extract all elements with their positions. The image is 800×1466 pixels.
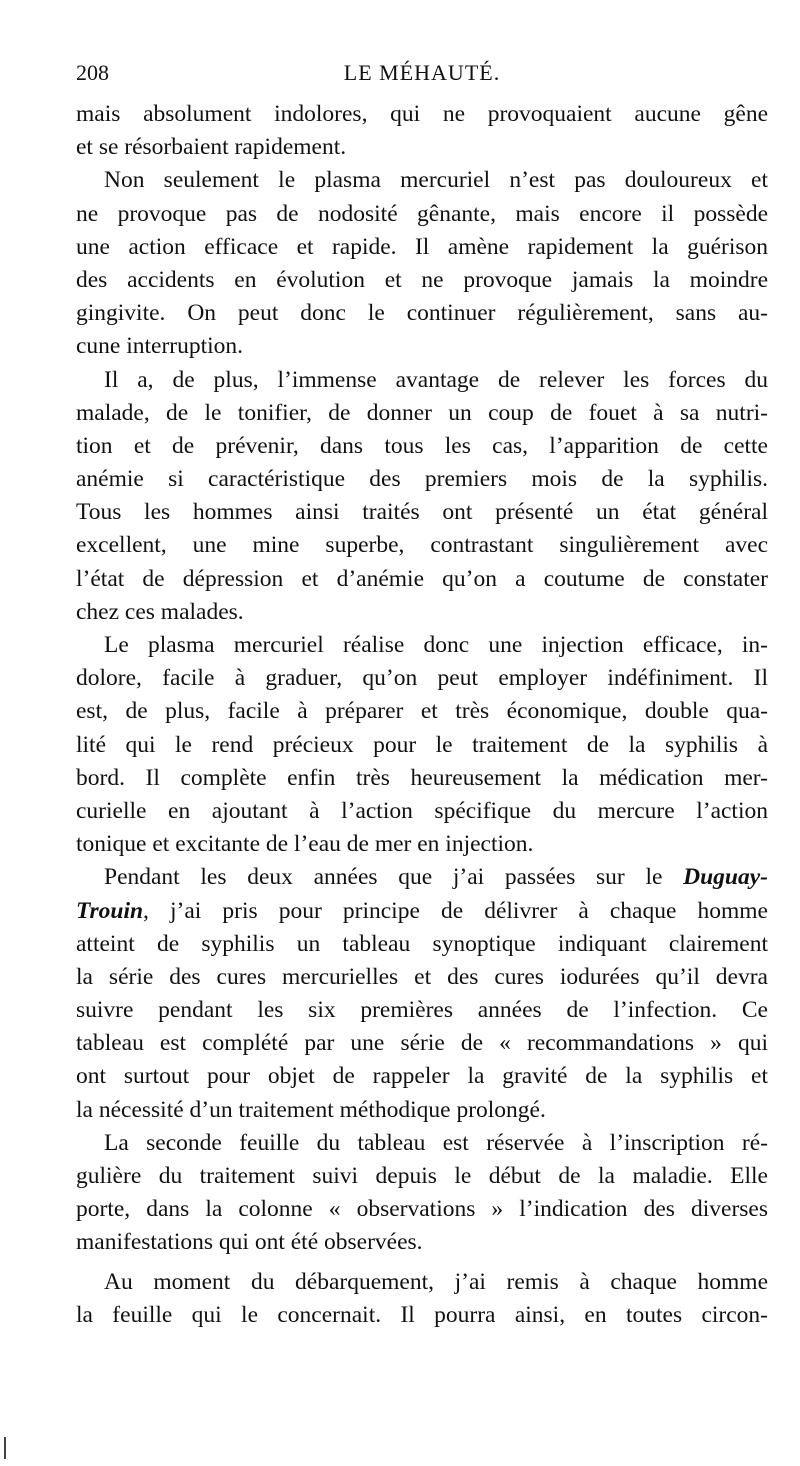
text-line: Au moment du débarquement, j’ai remis à chaque homme bbox=[104, 1268, 768, 1295]
text-line: Tous les hommes ainsi traités ont présenté un état général bbox=[76, 499, 768, 526]
text-line: ont surtout pour objet de rappeler la gravité de la syphilis et bbox=[76, 1063, 768, 1090]
text-line: malade, de le tonifier, de donner un coup de fouet à sa nutri- bbox=[76, 399, 768, 426]
text-line: atteint de syphilis un tableau synoptique indiquant clairement bbox=[76, 930, 768, 957]
text-line bbox=[76, 861, 768, 894]
text-line: et se résorbaient rapidement. bbox=[76, 134, 347, 161]
text-line: cune interruption. bbox=[76, 333, 244, 360]
text-line: la nécessité d’un traitement méthodique prolongé. bbox=[76, 1096, 546, 1123]
page-header bbox=[76, 58, 768, 88]
text-line: excellent, une mine superbe, contrastant singulièrement avec bbox=[76, 532, 768, 559]
running-head: LE MÉHAUTÉ. bbox=[343, 60, 501, 85]
text-line: Le plasma mercuriel réalise donc une injection efficace, in- bbox=[104, 632, 768, 658]
text-line: porte, dans la colonne « observations » l’indication des diverses bbox=[76, 1196, 768, 1223]
text-line: ne provoque pas de nodosité gênante, mais encore il possède bbox=[76, 200, 768, 227]
text-line: La seconde feuille du tableau est réservée à l’inscription ré- bbox=[104, 1129, 768, 1156]
text-line: lité qui le rend précieux pour le traitement de la syphilis à bbox=[76, 731, 768, 758]
text-line: suivre pendant les six premières années de l’infection. Ce bbox=[76, 997, 768, 1024]
page-edge-mark bbox=[4, 1437, 6, 1459]
ship-name-italic: Trouin bbox=[76, 897, 144, 924]
ship-name-italic: Duguay- bbox=[683, 864, 768, 891]
page-number: 208 bbox=[76, 60, 109, 85]
text-line: chez ces malades. bbox=[76, 598, 244, 625]
body-text bbox=[76, 98, 768, 1332]
text-line: anémie si caractéristique des premiers mois de la syphilis. bbox=[76, 466, 768, 493]
text-line: la feuille qui le concernait. Il pourra ainsi, en toutes circon- bbox=[76, 1301, 768, 1328]
text-line: mais absolument indolores, qui ne provoquaient aucune gêne bbox=[76, 101, 768, 127]
text-line: tion et de prévenir, dans tous les cas, l’apparition de cette bbox=[76, 432, 768, 459]
text-line: la série des cures mercurielles et des cures iodurées qu’il devra bbox=[76, 963, 768, 990]
text-line: bord. Il complète enfin très heureusement la médication mer- bbox=[76, 764, 768, 791]
text-line: Il a, de plus, l’immense avantage de relever les forces du bbox=[104, 366, 768, 393]
text-line: des accidents en évolution et ne provoque jamais la moindre bbox=[76, 266, 768, 293]
text-line: l’état de dépression et d’anémie qu’on a coutume de constater bbox=[76, 565, 768, 592]
text-line bbox=[76, 895, 768, 928]
text-line: Non seulement le plasma mercuriel n’est pas douloureux et bbox=[104, 167, 768, 194]
text-line: tonique et excitante de l’eau de mer en injection. bbox=[76, 831, 534, 858]
text-line: une action efficace et rapide. Il amène rapidement la guérison bbox=[76, 233, 768, 260]
text-line: est, de plus, facile à préparer et très économique, double qua- bbox=[76, 698, 768, 725]
text-line: curielle en ajoutant à l’action spécifique du mercure l’action bbox=[76, 797, 768, 824]
text-line: gingivite. On peut donc le continuer régulièrement, sans au- bbox=[76, 300, 768, 327]
text-segment: Pendant les deux années que j’ai passées sur le bbox=[104, 864, 684, 891]
text-line: gulière du traitement suivi depuis le début de la maladie. Elle bbox=[76, 1163, 768, 1189]
text-line: tableau est complété par une série de « recommandations » qui bbox=[76, 1030, 768, 1057]
text-line: dolore, facile à graduer, qu’on peut employer indéfiniment. Il bbox=[76, 665, 768, 692]
text-segment: , j’ai pris pour principe de délivrer à chaque homme bbox=[143, 897, 768, 924]
text-line: manifestations qui ont été observées. bbox=[76, 1229, 423, 1256]
